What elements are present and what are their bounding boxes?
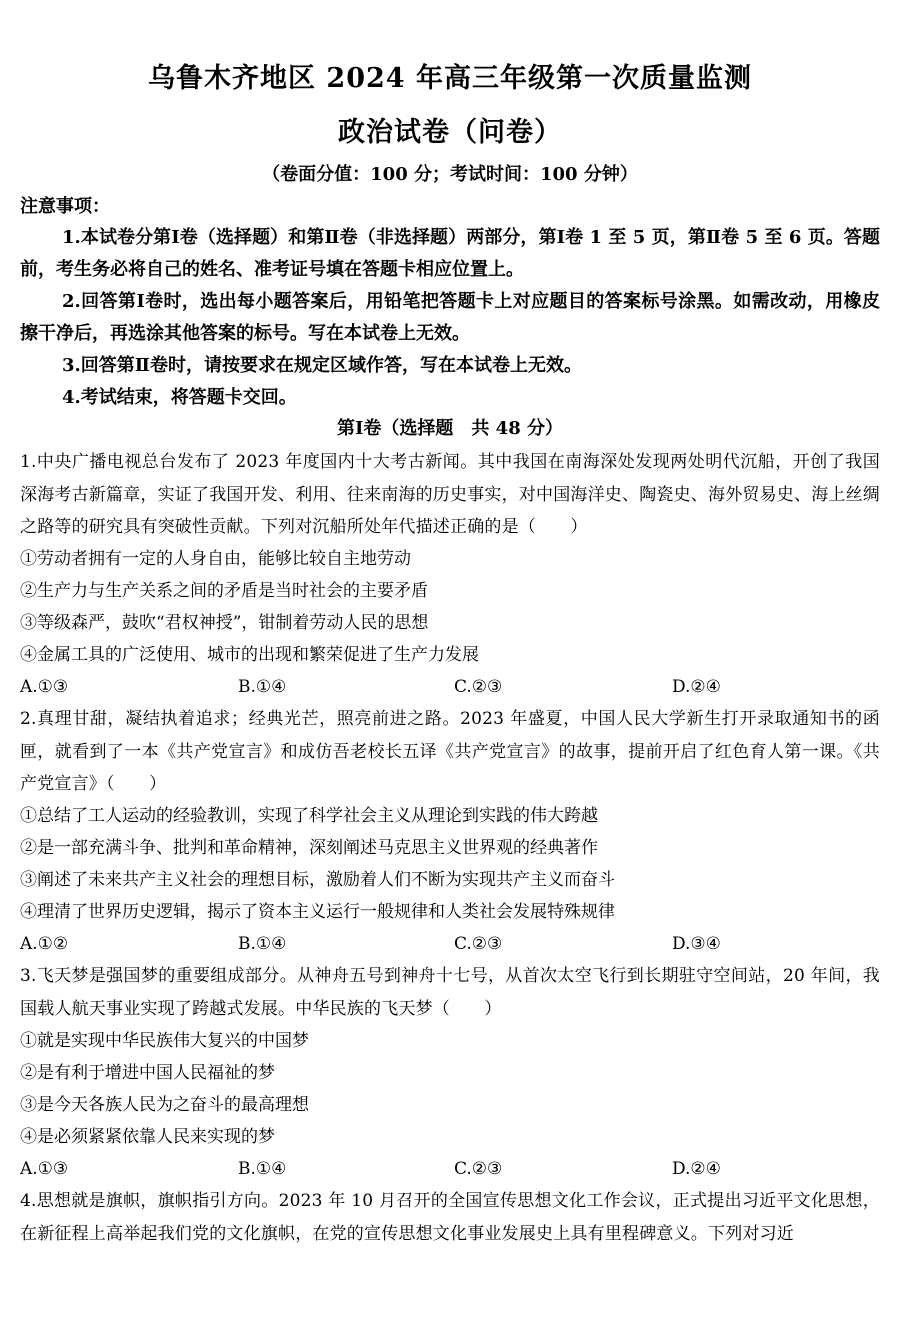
- question-option: ②是一部充满斗争、批判和革命精神，深刻阐述马克思主义世界观的经典著作: [20, 838, 598, 858]
- choice-a: A.①③: [20, 1159, 69, 1179]
- answer-choices-2: [20, 928, 880, 960]
- question-stem-2: 2.真理甘甜，凝结执着追求；经典光芒，照亮前进之路。2023 年盛夏，中国人民大学新生打开录取通知书的函匣，就看到了一本《共产党宣言》和成仿吾老校长五译《共产党宣言》的故事，提前开启了红色育人第一课。《共产党宣言》（ ）: [20, 709, 880, 794]
- choice-c: C.②③: [454, 1159, 503, 1179]
- question-option: ②是有利于增进中国人民福祉的梦: [20, 1063, 275, 1083]
- question-option: ②生产力与生产关系之间的矛盾是当时社会的主要矛盾: [20, 581, 428, 601]
- question-option: ①总结了工人运动的经验教训，实现了科学社会主义从理论到实践的伟大跨越: [20, 806, 598, 826]
- notice-item: 4.考试结束，将答题卡交回。: [62, 387, 297, 408]
- question-stem-1: 1.中央广播电视总台发布了 2023 年度国内十大考古新闻。其中我国在南海深处发现两处明代沉船，开创了我国深海考古新篇章，实证了我国开发、利用、往来南海的历史事实，对中国海洋史、陶瓷史、海外贸易史、海上丝绸之路等的研究具有突破性贡献。下列对沉船所处年代描述正确的是（ ）: [20, 452, 880, 537]
- exam-title: 乌鲁木齐地区 2024 年高三年级第一次质量监测: [148, 63, 752, 94]
- choice-c: C.②③: [454, 934, 503, 954]
- notice-item: 1.本试卷分第Ⅰ卷（选择题）和第Ⅱ卷（非选择题）两部分，第Ⅰ卷 1 至 5 页，第Ⅱ卷 5 至 6 页。答题前，考生务必将自己的姓名、准考证号填在答题卡相应位置上。: [20, 227, 880, 280]
- choice-d: D.②④: [672, 677, 721, 697]
- question-option: ④是必须紧紧依靠人民来实现的梦: [20, 1127, 275, 1147]
- notice-item: 2.回答第Ⅰ卷时，选出每小题答案后，用铅笔把答题卡上对应题目的答案标号涂黑。如需改动，用橡皮擦干净后，再选涂其他答案的标号。写在本试卷上无效。: [20, 291, 880, 344]
- question-option: ①就是实现中华民族伟大复兴的中国梦: [20, 1031, 309, 1051]
- question-stem-4: 4.思想就是旗帜，旗帜指引方向。2023 年 10 月召开的全国宣传思想文化工作会议，正式提出习近平文化思想，在新征程上高举起我们党的文化旗帜，在党的宣传思想文化事业发展史上具有里程碑意义。下列对习近: [20, 1191, 880, 1244]
- choice-b: B.①④: [238, 934, 287, 954]
- choice-d: D.③④: [672, 934, 721, 954]
- question-option: ④金属工具的广泛使用、城市的出现和繁荣促进了生产力发展: [20, 645, 479, 665]
- question-option: ③等级森严，鼓吹“君权神授”，钳制着劳动人民的思想: [20, 613, 429, 633]
- question-stem-3: 3.飞天梦是强国梦的重要组成部分。从神舟五号到神舟十七号，从首次太空飞行到长期驻守空间站，20 年间，我国载人航天事业实现了跨越式发展。中华民族的飞天梦（ ）: [20, 966, 880, 1019]
- choice-b: B.①④: [238, 1159, 287, 1179]
- question-option: ③阐述了未来共产主义社会的理想目标，激励着人们不断为实现共产主义而奋斗: [20, 870, 615, 890]
- exam-info: （卷面分值：100 分；考试时间：100 分钟）: [262, 164, 638, 185]
- notice-item: 3.回答第Ⅱ卷时，请按要求在规定区域作答，写在本试卷上无效。: [62, 355, 582, 376]
- section-title: 第Ⅰ卷（选择题 共 48 分）: [336, 418, 563, 439]
- choice-c: C.②③: [454, 677, 503, 697]
- choice-a: A.①②: [20, 934, 69, 954]
- question-option: ①劳动者拥有一定的人身自由，能够比较自主地劳动: [20, 549, 411, 569]
- choice-b: B.①④: [238, 677, 287, 697]
- answer-choices-3: [20, 1153, 880, 1185]
- notice-heading: 注意事项：: [20, 196, 110, 217]
- question-option: ③是今天各族人民为之奋斗的最高理想: [20, 1095, 309, 1115]
- answer-choices-1: [20, 671, 880, 703]
- choice-d: D.②④: [672, 1159, 721, 1179]
- exam-subtitle: 政治试卷（问卷）: [338, 117, 562, 148]
- choice-a: A.①③: [20, 677, 69, 697]
- question-option: ④理清了世界历史逻辑，揭示了资本主义运行一般规律和人类社会发展特殊规律: [20, 902, 615, 922]
